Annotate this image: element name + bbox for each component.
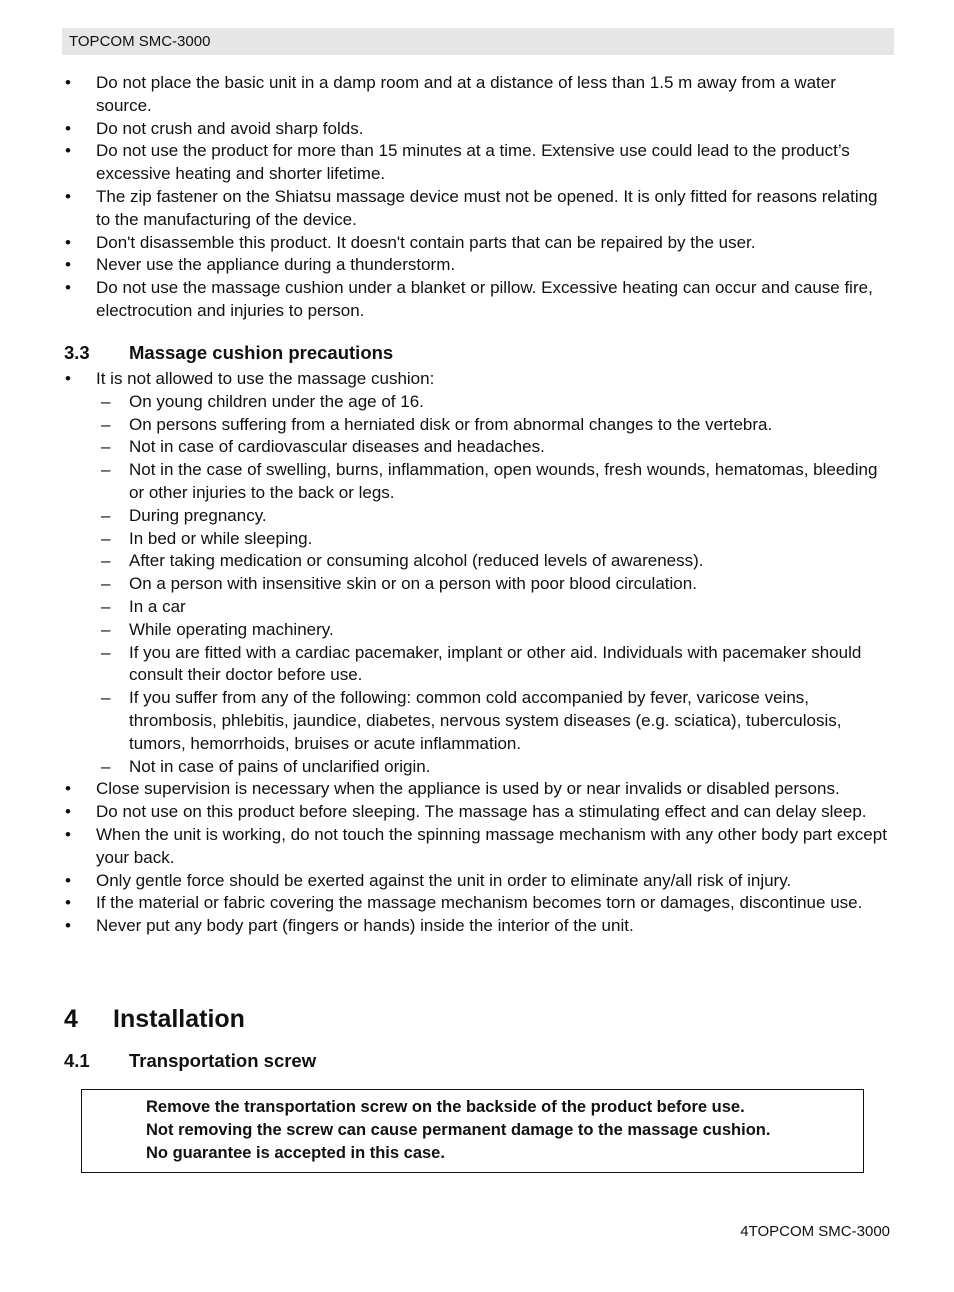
list-item: • Don't disassemble this product. It doesn't contain parts that can be repaired by the user. bbox=[62, 232, 894, 255]
section-heading-4 bbox=[64, 1004, 245, 1034]
sub-list-item: – In a car bbox=[96, 596, 894, 619]
list-item: • Never put any body part (fingers or hands) inside the interior of the unit. bbox=[62, 915, 894, 938]
list-item: • Close supervision is necessary when the appliance is used by or near invalids or disabled persons. bbox=[62, 778, 894, 801]
list-item: • Only gentle force should be exerted against the unit in order to eliminate any/all risk of injury. bbox=[62, 870, 894, 893]
sub-list-item: – Not in case of pains of unclarified origin. bbox=[96, 756, 894, 779]
sub-list-item: – In bed or while sleeping. bbox=[96, 528, 894, 551]
sub-list-item: – On a person with insensitive skin or on a person with poor blood circulation. bbox=[96, 573, 894, 596]
page-header bbox=[62, 28, 894, 55]
list-intro: It is not allowed to use the massage cushion: bbox=[96, 369, 435, 388]
section-title: Installation bbox=[113, 1005, 245, 1033]
section-heading-3-3 bbox=[64, 341, 393, 365]
list-item: • Do not crush and avoid sharp folds. bbox=[62, 118, 894, 141]
list-item: • If the material or fabric covering the massage mechanism becomes torn or damages, discontinue use. bbox=[62, 892, 894, 915]
sub-list-item: – If you are fitted with a cardiac pacemaker, implant or other aid. Individuals with pacemaker should consult their doctor before use. bbox=[96, 642, 894, 688]
section-title: Massage cushion precautions bbox=[129, 342, 394, 363]
list-item: • When the unit is working, do not touch the spinning massage mechanism with any other body part except your back. bbox=[62, 824, 894, 870]
sub-list-item: – After taking medication or consuming alcohol (reduced levels of awareness). bbox=[96, 550, 894, 573]
precautions-list bbox=[62, 368, 894, 938]
sub-list-item: – Not in the case of swelling, burns, inflammation, open wounds, fresh wounds, hematomas, bleeding or other injuries to the back or legs. bbox=[96, 459, 894, 505]
sub-list bbox=[96, 391, 894, 779]
notice-line: Not removing the screw can cause permanent damage to the massage cushion. bbox=[146, 1120, 771, 1139]
section-heading-4-1 bbox=[64, 1049, 316, 1073]
list-item: • Do not place the basic unit in a damp room and at a distance of less than 1.5 m away from a water source. bbox=[62, 72, 894, 118]
header-title: TOPCOM SMC-3000 bbox=[69, 33, 211, 50]
section-number: 4.1 bbox=[64, 1050, 90, 1071]
notice-line: Remove the transportation screw on the backside of the product before use. bbox=[146, 1098, 745, 1116]
section-number: 4 bbox=[64, 1005, 78, 1033]
sub-list-item: – Not in case of cardiovascular diseases and headaches. bbox=[96, 436, 894, 459]
sub-list-item: – On young children under the age of 16. bbox=[96, 391, 894, 414]
safety-list bbox=[62, 72, 894, 323]
sub-list-item: – If you suffer from any of the following: common cold accompanied by fever, varicose veins, thrombosis, phlebitis, jaundice, diabetes, nervous system diseases (e.g. sciatica), tuberculosis, tumors, hemorrhoids, bruises or acute inflammation. bbox=[96, 687, 894, 755]
notice-box bbox=[81, 1089, 864, 1173]
sub-list-item: – While operating machinery. bbox=[96, 619, 894, 642]
section-number: 3.3 bbox=[64, 342, 90, 363]
list-item bbox=[62, 368, 894, 778]
page-footer bbox=[740, 1222, 890, 1242]
sub-list-item: – On persons suffering from a herniated disk or from abnormal changes to the vertebra. bbox=[96, 414, 894, 437]
notice-line: No guarantee is accepted in this case. bbox=[146, 1143, 445, 1162]
list-item: • The zip fastener on the Shiatsu massage device must not be opened. It is only fitted for reasons relating to the manufacturing of the device. bbox=[62, 186, 894, 232]
list-item: • Do not use on this product before sleeping. The massage has a stimulating effect and can delay sleep. bbox=[62, 801, 894, 824]
list-item: • Do not use the product for more than 15 minutes at a time. Extensive use could lead to the product’s excessive heating and shorter lifetime. bbox=[62, 140, 894, 186]
sub-list-item: – During pregnancy. bbox=[96, 505, 894, 528]
footer-text: 4TOPCOM SMC-3000 bbox=[740, 1223, 890, 1240]
section-title: Transportation screw bbox=[129, 1050, 317, 1071]
list-item: • Do not use the massage cushion under a blanket or pillow. Excessive heating can occur and cause fire, electrocution and injuries to person. bbox=[62, 277, 894, 323]
list-item: • Never use the appliance during a thunderstorm. bbox=[62, 254, 894, 277]
